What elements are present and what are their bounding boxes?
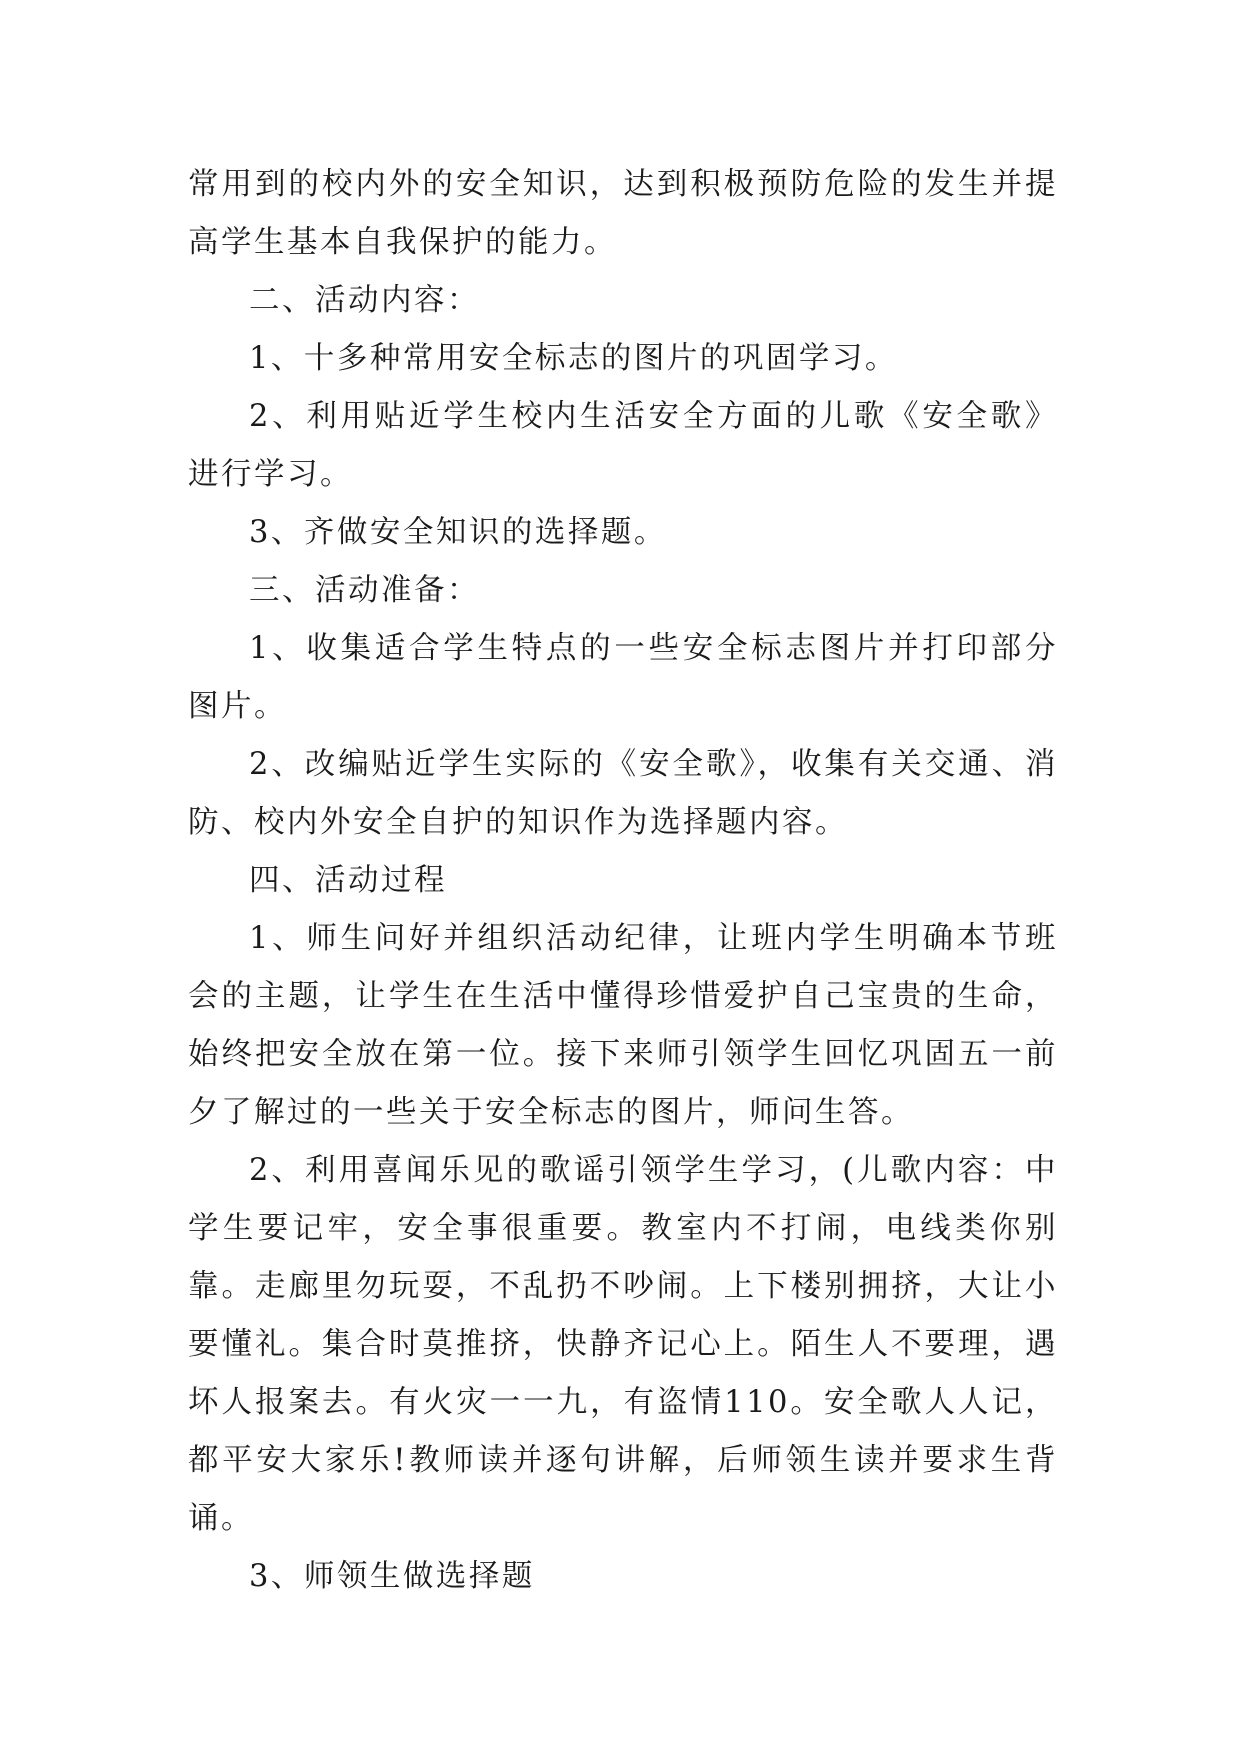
- section-heading-activity-preparation: 三、活动准备：: [249, 573, 480, 608]
- content-item-1: 1、十多种常用安全标志的图片的巩固学习。: [249, 341, 898, 376]
- preparation-item-1: 1、收集适合学生特点的一些安全标志图片并打印部分图片。: [188, 631, 1058, 724]
- content-item-2: 2、利用贴近学生校内生活安全方面的儿歌《安全歌》进行学习。: [188, 399, 1058, 492]
- process-item-3: 3、师领生做选择题: [249, 1559, 535, 1594]
- section-heading-activity-process: 四、活动过程: [249, 863, 447, 898]
- process-item-1: 1、师生问好并组织活动纪律，让班内学生明确本节班会的主题，让学生在生活中懂得珍惜爱护自己宝贵的生命，始终把安全放在第一位。接下来师引领学生回忆巩固五一前夕了解过的一些关于安全标志的图片，师问生答。: [188, 921, 1058, 1130]
- process-item-2: 2、利用喜闻乐见的歌谣引领学生学习，(儿歌内容：中学生要记牢，安全事很重要。教室内不打闹，电线类你别靠。走廊里勿玩耍，不乱扔不吵闹。上下楼别拥挤，大让小要懂礼。集合时莫推挤，快静齐记心上。陌生人不要理，遇坏人报案去。有火灾一一九，有盗情110。安全歌人人记，都平安大家乐!教师读并逐句讲解，后师领生读并要求生背诵。: [188, 1153, 1058, 1536]
- content-item-3: 3、齐做安全知识的选择题。: [249, 515, 667, 550]
- paragraph-continuation: 常用到的校内外的安全知识，达到积极预防危险的发生并提高学生基本自我保护的能力。: [188, 167, 1058, 260]
- section-heading-activity-content: 二、活动内容：: [249, 283, 480, 318]
- document-body: [188, 156, 1058, 1606]
- preparation-item-2: 2、改编贴近学生实际的《安全歌》，收集有关交通、消防、校内外安全自护的知识作为选择题内容。: [188, 747, 1058, 840]
